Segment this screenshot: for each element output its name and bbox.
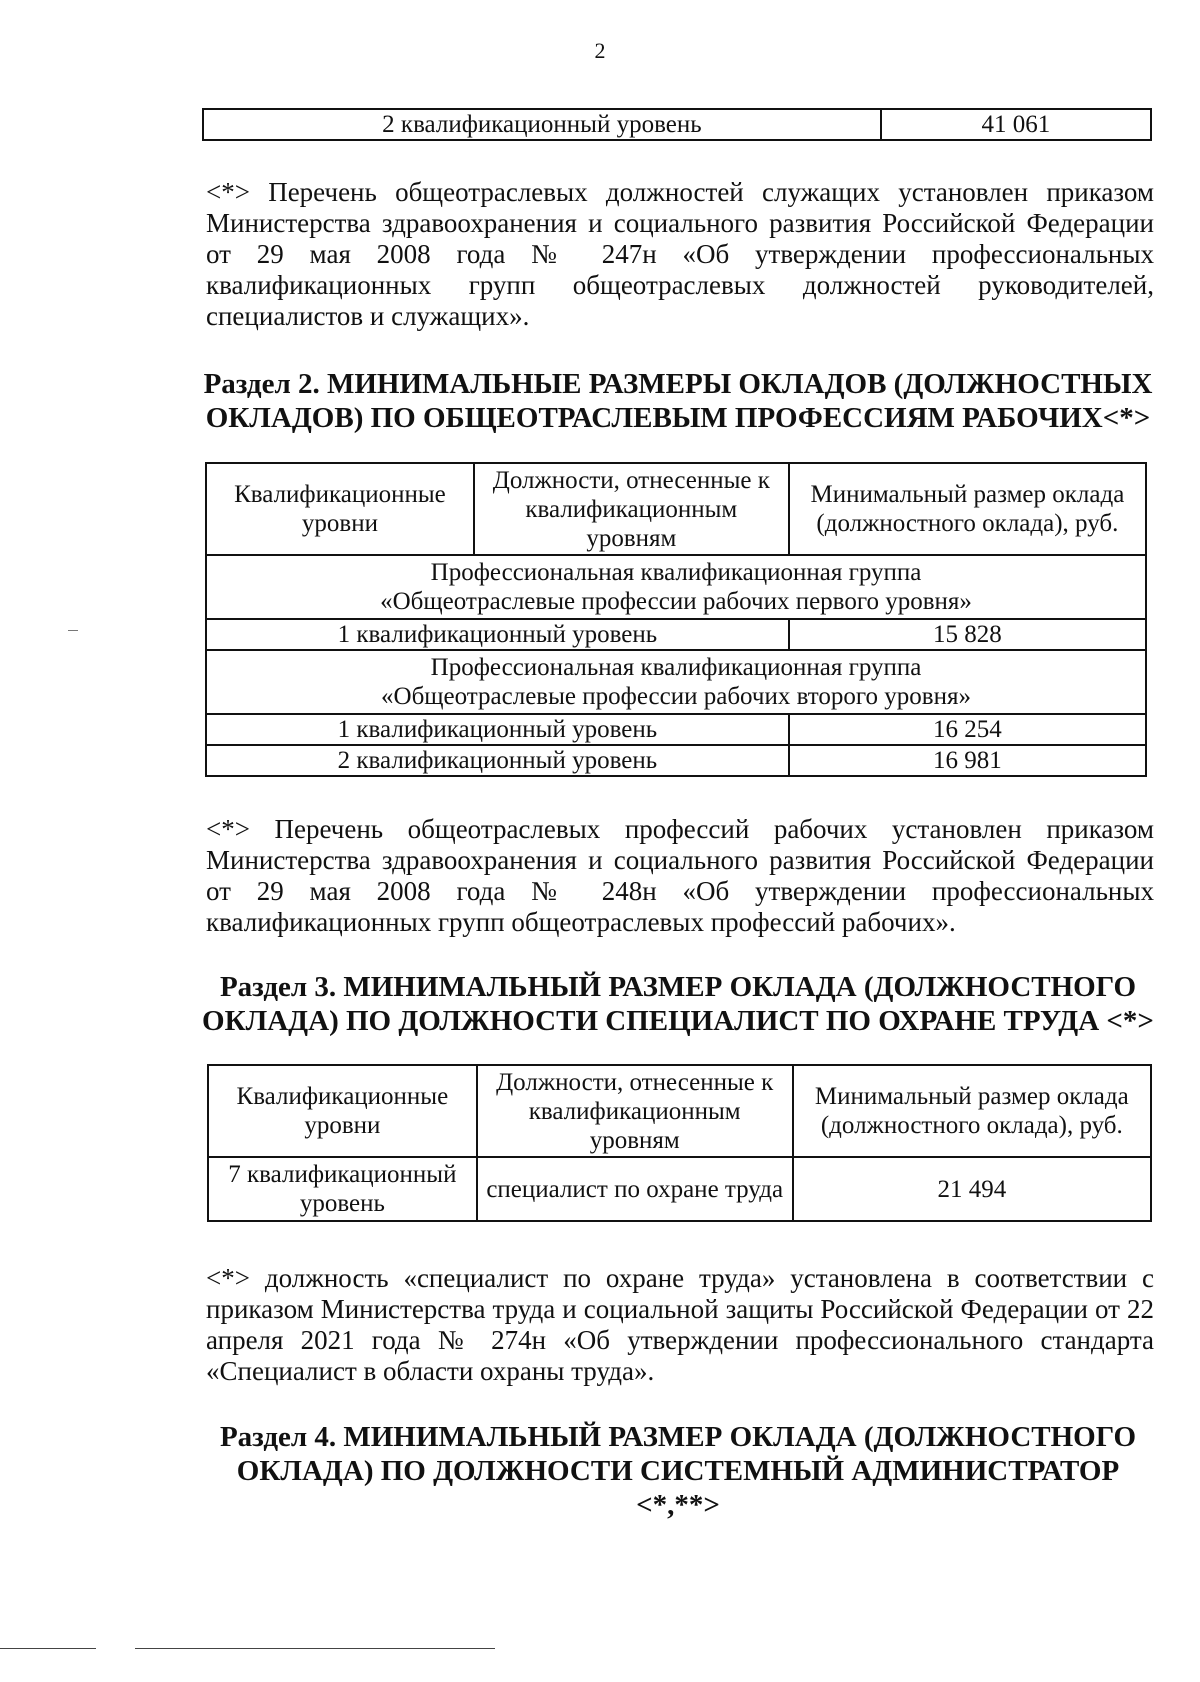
table-row	[208, 1157, 1151, 1221]
table-header-row	[206, 463, 1146, 555]
group-row	[206, 555, 1146, 619]
footnote-2: <*> Перечень общеотраслевых профессий рабочих установлен приказом Министерства здравоохранения и социального развития Российской Федерации от 29 мая 2008 года № 248н «Об утверждении профессиональных квалификационных групп общеотраслевых профессий рабочих».	[206, 814, 1154, 937]
scan-mark	[68, 630, 78, 631]
level-cell: 2 квалификационный уровень	[206, 745, 789, 776]
header-salary: Минимальный размер оклада (должностного оклада), руб.	[793, 1065, 1151, 1157]
header-positions: Должности, отнесенные к квалификационным уровням	[477, 1065, 793, 1157]
footnote-1: <*> Перечень общеотраслевых должностей служащих установлен приказом Министерства здравоохранения и социального развития Российской Федерации от 29 мая 2008 года № 247н «Об утверждении профессиональных квалификационных групп общеотраслевых должностей руководителей, специалистов и служащих».	[206, 177, 1154, 331]
group-cell	[206, 555, 1146, 619]
header-levels: Квалификационные уровни	[206, 463, 474, 555]
table-header-row	[208, 1065, 1151, 1157]
group-name: «Общеотраслевые профессии рабочих второго уровня»	[381, 683, 971, 710]
salary-cell: 16 981	[789, 745, 1146, 776]
scan-edge-line	[135, 1648, 495, 1649]
section-4-title-line3: <*,**>	[636, 1489, 720, 1521]
section-4-title-line1: Раздел 4. МИНИМАЛЬНЫЙ РАЗМЕР ОКЛАДА (ДОЛЖНОСТНОГО	[219, 1421, 1137, 1453]
group-name: «Общеотраслевые профессии рабочих первого уровня»	[380, 588, 972, 615]
section-2-table	[205, 462, 1147, 777]
level-cell: 2 квалификационный уровень	[203, 109, 881, 140]
group-row	[206, 650, 1146, 714]
group-title: Профессиональная квалификационная группа	[430, 654, 922, 681]
table-row	[206, 619, 1146, 650]
header-salary: Минимальный размер оклада (должностного оклада), руб.	[789, 463, 1146, 555]
level-cell: 1 квалификационный уровень	[206, 714, 789, 745]
table-row	[206, 714, 1146, 745]
salary-cell: 16 254	[789, 714, 1146, 745]
group-title: Профессиональная квалификационная группа	[430, 559, 922, 586]
group-cell	[206, 650, 1146, 714]
salary-cell: 15 828	[789, 619, 1146, 650]
section-4-title	[190, 1420, 1166, 1522]
section-3-title	[190, 970, 1166, 1038]
section-2-title-line1: Раздел 2. МИНИМАЛЬНЫЕ РАЗМЕРЫ ОКЛАДОВ (ДОЛЖНОСТНЫХ	[203, 368, 1153, 400]
table-row	[203, 109, 1151, 140]
section-3-title-line2: ОКЛАДА) ПО ДОЛЖНОСТИ СПЕЦИАЛИСТ ПО ОХРАНЕ ТРУДА <*>	[202, 1005, 1154, 1037]
position-cell: специалист по охране труда	[477, 1157, 793, 1221]
header-positions: Должности, отнесенные к квалификационным уровням	[474, 463, 789, 555]
header-levels: Квалификационные уровни	[208, 1065, 477, 1157]
section-3-table	[207, 1064, 1152, 1222]
level-cell: 1 квалификационный уровень	[206, 619, 789, 650]
level-cell: 7 квалификационный уровень	[208, 1157, 477, 1221]
page-number: 2	[594, 38, 606, 63]
section-2-title-line2: ОКЛАДОВ) ПО ОБЩЕОТРАСЛЕВЫМ ПРОФЕССИЯМ РАБОЧИХ<*>	[205, 402, 1151, 434]
salary-cell: 41 061	[881, 109, 1151, 140]
section-4-title-line2: ОКЛАДА) ПО ДОЛЖНОСТИ СИСТЕМНЫЙ АДМИНИСТРАТОР	[236, 1455, 1120, 1487]
section-3-title-line1: Раздел 3. МИНИМАЛЬНЫЙ РАЗМЕР ОКЛАДА (ДОЛЖНОСТНОГО	[219, 971, 1137, 1003]
table-row	[206, 745, 1146, 776]
continued-table	[202, 108, 1152, 141]
scan-edge-line	[0, 1648, 96, 1649]
footnote-3: <*> должность «специалист по охране труда» установлена в соответствии с приказом Министерства труда и социальной защиты Российской Федерации от 22 апреля 2021 года № 274н «Об утверждении профессионального стандарта «Специалист в области охраны труда».	[206, 1263, 1154, 1386]
salary-cell: 21 494	[793, 1157, 1151, 1221]
section-2-title	[190, 367, 1166, 435]
